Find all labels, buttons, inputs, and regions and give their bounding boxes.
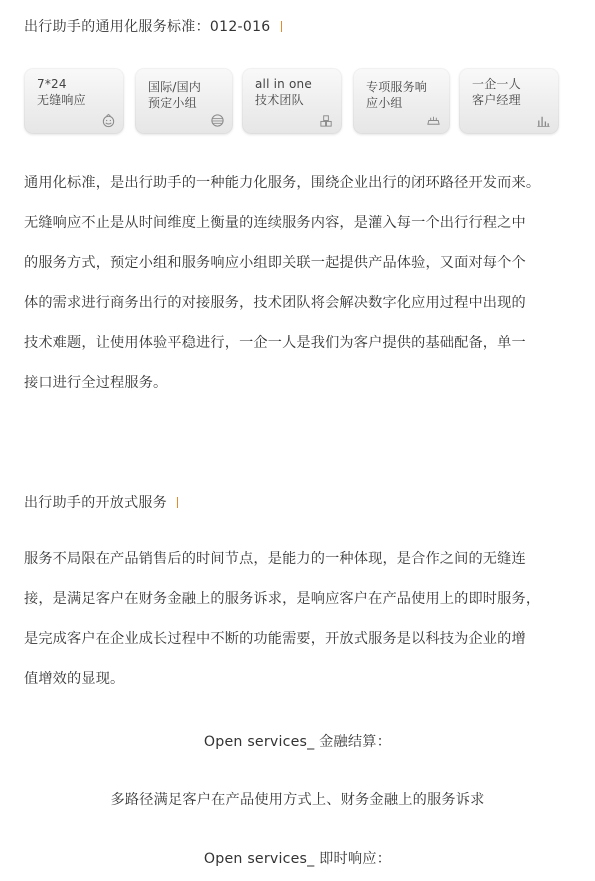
paragraph-line: 是完成客户在企业成长过程中不断的功能需要，开放式服务是以科技为企业的增 bbox=[24, 631, 526, 647]
paragraph-line: 接，是满足客户在财务金融上的服务诉求，是响应客户在产品使用上的即时服务， bbox=[24, 591, 541, 607]
paragraph-line: 服务不局限在产品销售后的时间节点，是能力的一种体现，是合作之间的无缝连 bbox=[24, 551, 526, 567]
card-special-service-team[interactable] bbox=[353, 68, 450, 134]
card-title: 国际/国内 bbox=[148, 80, 202, 94]
cake-icon bbox=[425, 113, 442, 128]
card-title: 专项服务响 bbox=[366, 80, 428, 94]
face-icon bbox=[101, 113, 116, 128]
section-heading-open-services bbox=[24, 492, 178, 512]
text-cursor bbox=[281, 21, 282, 32]
open-services-finance-desc: 多路径满足客户在产品使用方式上、财务金融上的服务诉求 bbox=[110, 792, 485, 808]
card-subtitle: 预定小组 bbox=[148, 96, 197, 110]
open-services-paragraph bbox=[24, 539, 564, 699]
card-subtitle: 应小组 bbox=[366, 96, 403, 110]
card-title: 7*24 bbox=[37, 77, 67, 91]
paragraph-line: 值增效的显现。 bbox=[24, 671, 125, 687]
globe-icon bbox=[210, 113, 225, 128]
paragraph-line: 的服务方式，预定小组和服务响应小组即关联一起提供产品体验，又面对每个个 bbox=[24, 255, 526, 271]
blocks-icon bbox=[319, 113, 334, 128]
card-subtitle: 客户经理 bbox=[472, 93, 521, 107]
service-cards bbox=[24, 68, 564, 136]
chart-icon bbox=[536, 113, 551, 128]
open-services-response-title: Open services_ 即时响应： bbox=[203, 851, 392, 867]
card-subtitle: 无缝响应 bbox=[37, 93, 86, 107]
heading-text: 出行助手的通用化服务标准：012-016 bbox=[24, 19, 271, 35]
open-services-finance-title: Open services_ 金融结算： bbox=[203, 734, 392, 750]
paragraph-line: 无缝响应不止是从时间维度上衡量的连续服务内容，是灌入每一个出行行程之中 bbox=[24, 215, 526, 231]
card-24-7-response[interactable] bbox=[24, 68, 124, 134]
paragraph-line: 技术难题，让使用体验平稳进行，一企一人是我们为客户提供的基础配备，单一 bbox=[24, 335, 526, 351]
paragraph-line: 接口进行全过程服务。 bbox=[24, 375, 168, 391]
paragraph-line: 通用化标准，是出行助手的一种能力化服务，围绕企业出行的闭环路径开发而来。 bbox=[24, 175, 541, 191]
heading-text: 出行助手的开放式服务 bbox=[24, 495, 167, 511]
text-cursor bbox=[177, 497, 178, 508]
section-heading-standards bbox=[24, 16, 282, 36]
card-title: all in one bbox=[255, 77, 312, 91]
standards-paragraph bbox=[24, 163, 564, 403]
card-subtitle: 技术团队 bbox=[255, 93, 304, 107]
card-title: 一企一人 bbox=[472, 77, 521, 91]
paragraph-line: 体的需求进行商务出行的对接服务，技术团队将会解决数字化应用过程中出现的 bbox=[24, 295, 526, 311]
card-booking-team[interactable] bbox=[135, 68, 233, 134]
card-tech-team[interactable] bbox=[242, 68, 342, 134]
card-account-manager[interactable] bbox=[459, 68, 559, 134]
